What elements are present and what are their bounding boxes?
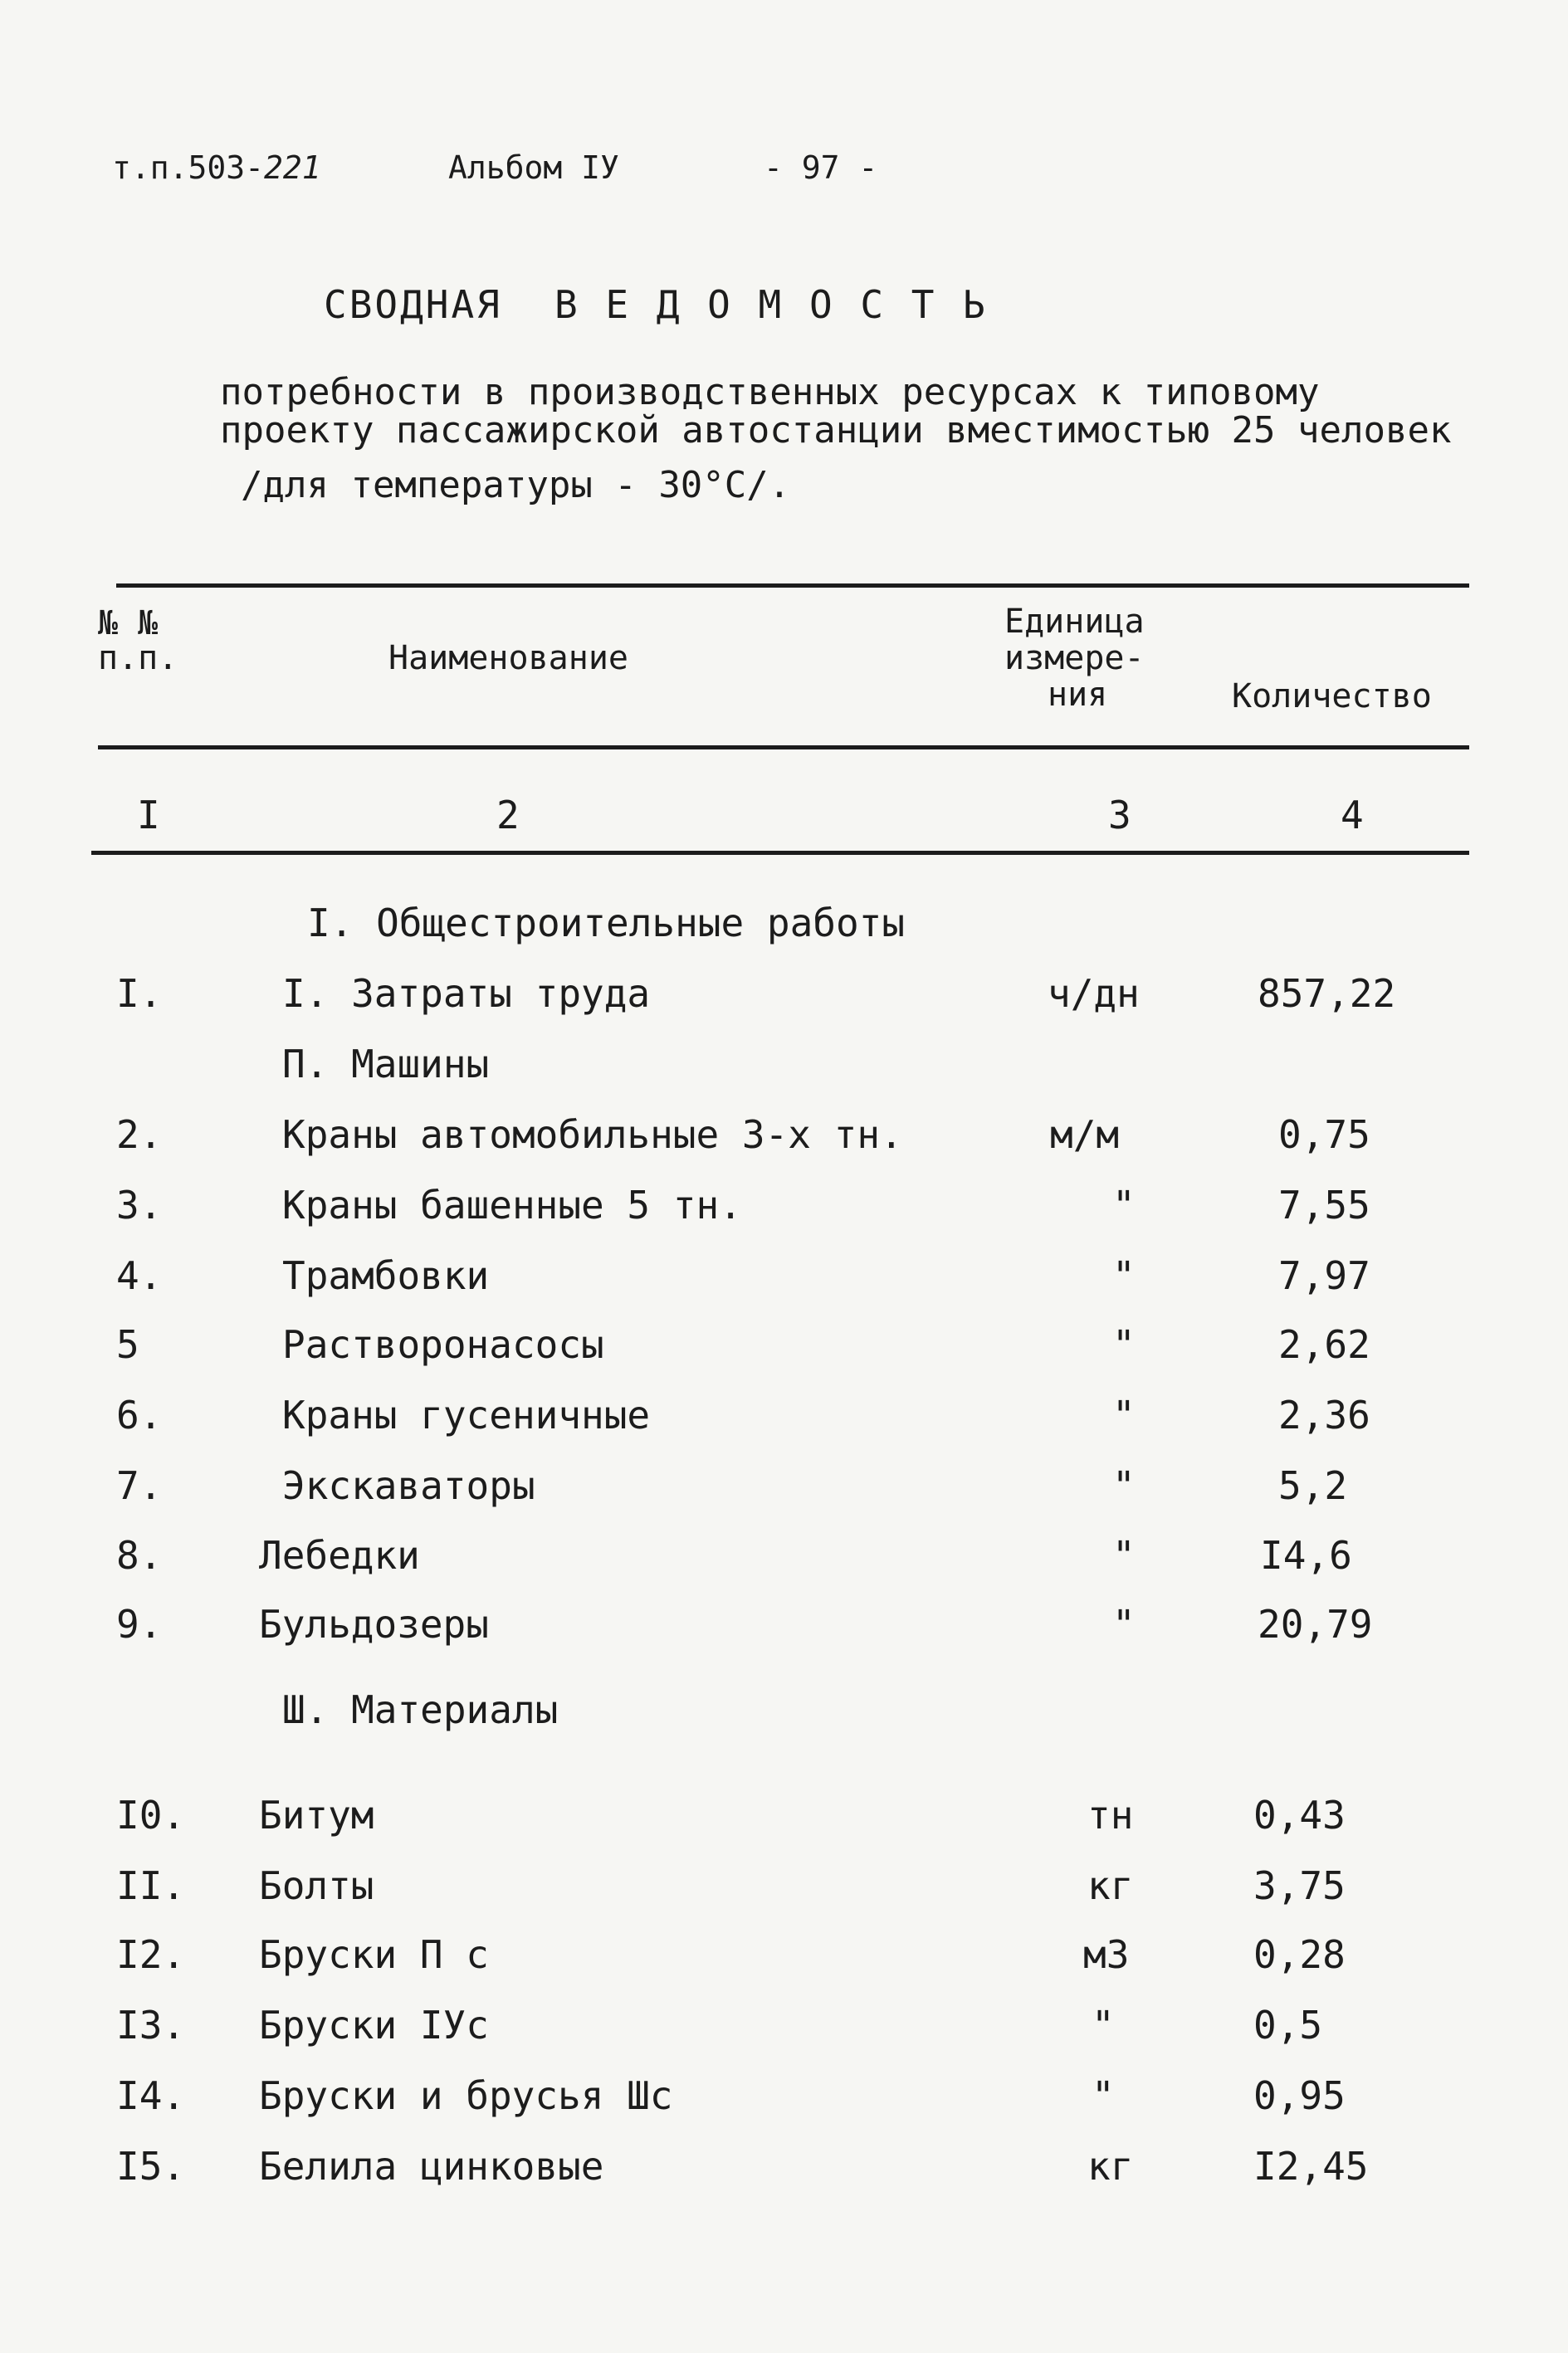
row-qty: 0,43	[1253, 1793, 1346, 1838]
row-num: 9.	[116, 1602, 163, 1647]
row-name: Лебедки	[259, 1533, 420, 1578]
row-qty: 857,22	[1258, 971, 1396, 1016]
row-num: 8.	[116, 1533, 163, 1578]
row-unit: м3	[1083, 1932, 1130, 1977]
row-num: I2.	[116, 1932, 186, 1977]
row-unit: ч/дн	[1048, 971, 1140, 1016]
col-unit-header-line-3: ния	[1048, 676, 1108, 714]
row-name: Бруски и брусья Шс	[259, 2073, 673, 2118]
row-num: 6.	[116, 1393, 163, 1438]
row-unit: м/м	[1050, 1112, 1120, 1157]
col-qty-header: Количество	[1232, 677, 1432, 715]
row-num: 4.	[116, 1253, 163, 1298]
row-name: Бруски IУс	[259, 2003, 489, 2048]
row-name: Растворонасосы	[282, 1322, 604, 1367]
row-name: Трамбовки	[282, 1253, 490, 1298]
row-unit: "	[1112, 1183, 1136, 1228]
row-num: 2.	[116, 1112, 163, 1157]
row-qty: 0,75	[1278, 1112, 1370, 1157]
subtitle-line-3: /для температуры - 30°С/.	[241, 464, 791, 506]
row-unit: "	[1112, 1533, 1136, 1578]
col-number-2: 2	[496, 793, 520, 837]
row-unit: кг	[1087, 1863, 1134, 1908]
row-num: II.	[116, 1863, 186, 1908]
row-unit: тн	[1087, 1793, 1134, 1838]
row-name: Болты	[259, 1863, 374, 1908]
col-number-1: I	[137, 793, 160, 837]
row-unit: "	[1112, 1253, 1136, 1298]
row-name: Бруски П с	[259, 1932, 489, 1977]
row-qty: 2,62	[1278, 1322, 1370, 1367]
row-num: 3.	[116, 1183, 163, 1228]
row-qty: 0,5	[1253, 2003, 1323, 2048]
row-num: I.	[116, 971, 163, 1016]
title-word-2: В Е Д О М О С Т Ь	[554, 282, 988, 327]
row-unit: "	[1092, 2003, 1115, 2048]
row-unit: "	[1112, 1463, 1136, 1508]
col-num-header-line-1: № №	[98, 604, 159, 642]
row-name: Экскаваторы	[282, 1463, 535, 1508]
subtitle-line-2: проекту пассажирской автостанции вместимостью 25 человек	[220, 409, 1452, 452]
row-name: Краны гусеничные	[282, 1393, 651, 1438]
row-num: I3.	[116, 2003, 186, 2048]
header-bottom-rule	[98, 745, 1469, 749]
document-code	[112, 149, 321, 186]
section-heading-machines: П. Машины	[282, 1042, 490, 1086]
row-name: I. Затраты труда	[282, 971, 651, 1016]
row-unit: "	[1112, 1322, 1136, 1367]
row-num: I5.	[116, 2144, 186, 2189]
row-qty: 20,79	[1258, 1602, 1373, 1647]
row-qty: 3,75	[1253, 1863, 1346, 1908]
subtitle-line-1: потребности в производственных ресурсах к типовому	[220, 371, 1320, 413]
row-unit: "	[1112, 1602, 1136, 1647]
row-qty: 7,55	[1278, 1183, 1370, 1228]
row-name: Битум	[259, 1793, 374, 1838]
album-label: Альбом IУ	[448, 149, 619, 186]
row-qty: 5,2	[1278, 1463, 1348, 1508]
document-code-suffix: 221	[264, 149, 321, 186]
section-heading-general-works: I. Общестроительные работы	[307, 901, 906, 945]
row-num: I4.	[116, 2073, 186, 2118]
col-num-header-line-2: п.п.	[98, 639, 178, 677]
table-top-rule	[116, 583, 1469, 588]
row-qty: 0,28	[1253, 1932, 1346, 1977]
document-code-prefix: т.п.503-	[112, 149, 265, 186]
col-unit-header-line-2: измере-	[1004, 639, 1145, 677]
row-name: Бульдозеры	[259, 1602, 489, 1647]
col-number-4: 4	[1341, 793, 1364, 837]
col-name-header: Наименование	[388, 639, 628, 677]
section-heading-materials: Ш. Материалы	[282, 1687, 559, 1732]
row-num: 7.	[116, 1463, 163, 1508]
row-qty: 7,97	[1278, 1253, 1370, 1298]
row-num: 5	[116, 1322, 139, 1367]
row-qty: 2,36	[1278, 1393, 1370, 1438]
row-unit: "	[1092, 2073, 1115, 2118]
row-name: Белила цинковые	[259, 2144, 604, 2189]
row-qty: I2,45	[1253, 2144, 1369, 2189]
row-qty: I4,6	[1260, 1533, 1352, 1578]
page-number: - 97 -	[764, 149, 878, 186]
title-word-1: СВОДНАЯ	[324, 282, 502, 327]
row-name: Краны башенные 5 тн.	[282, 1183, 742, 1228]
row-name: Краны автомобильные 3-х тн.	[282, 1112, 903, 1157]
row-qty: 0,95	[1253, 2073, 1346, 2118]
col-number-3: 3	[1108, 793, 1131, 837]
row-unit: "	[1112, 1393, 1136, 1438]
col-unit-header-line-1: Единица	[1004, 603, 1145, 641]
column-number-rule	[91, 851, 1469, 855]
row-num: I0.	[116, 1793, 186, 1838]
row-unit: кг	[1087, 2144, 1134, 2189]
